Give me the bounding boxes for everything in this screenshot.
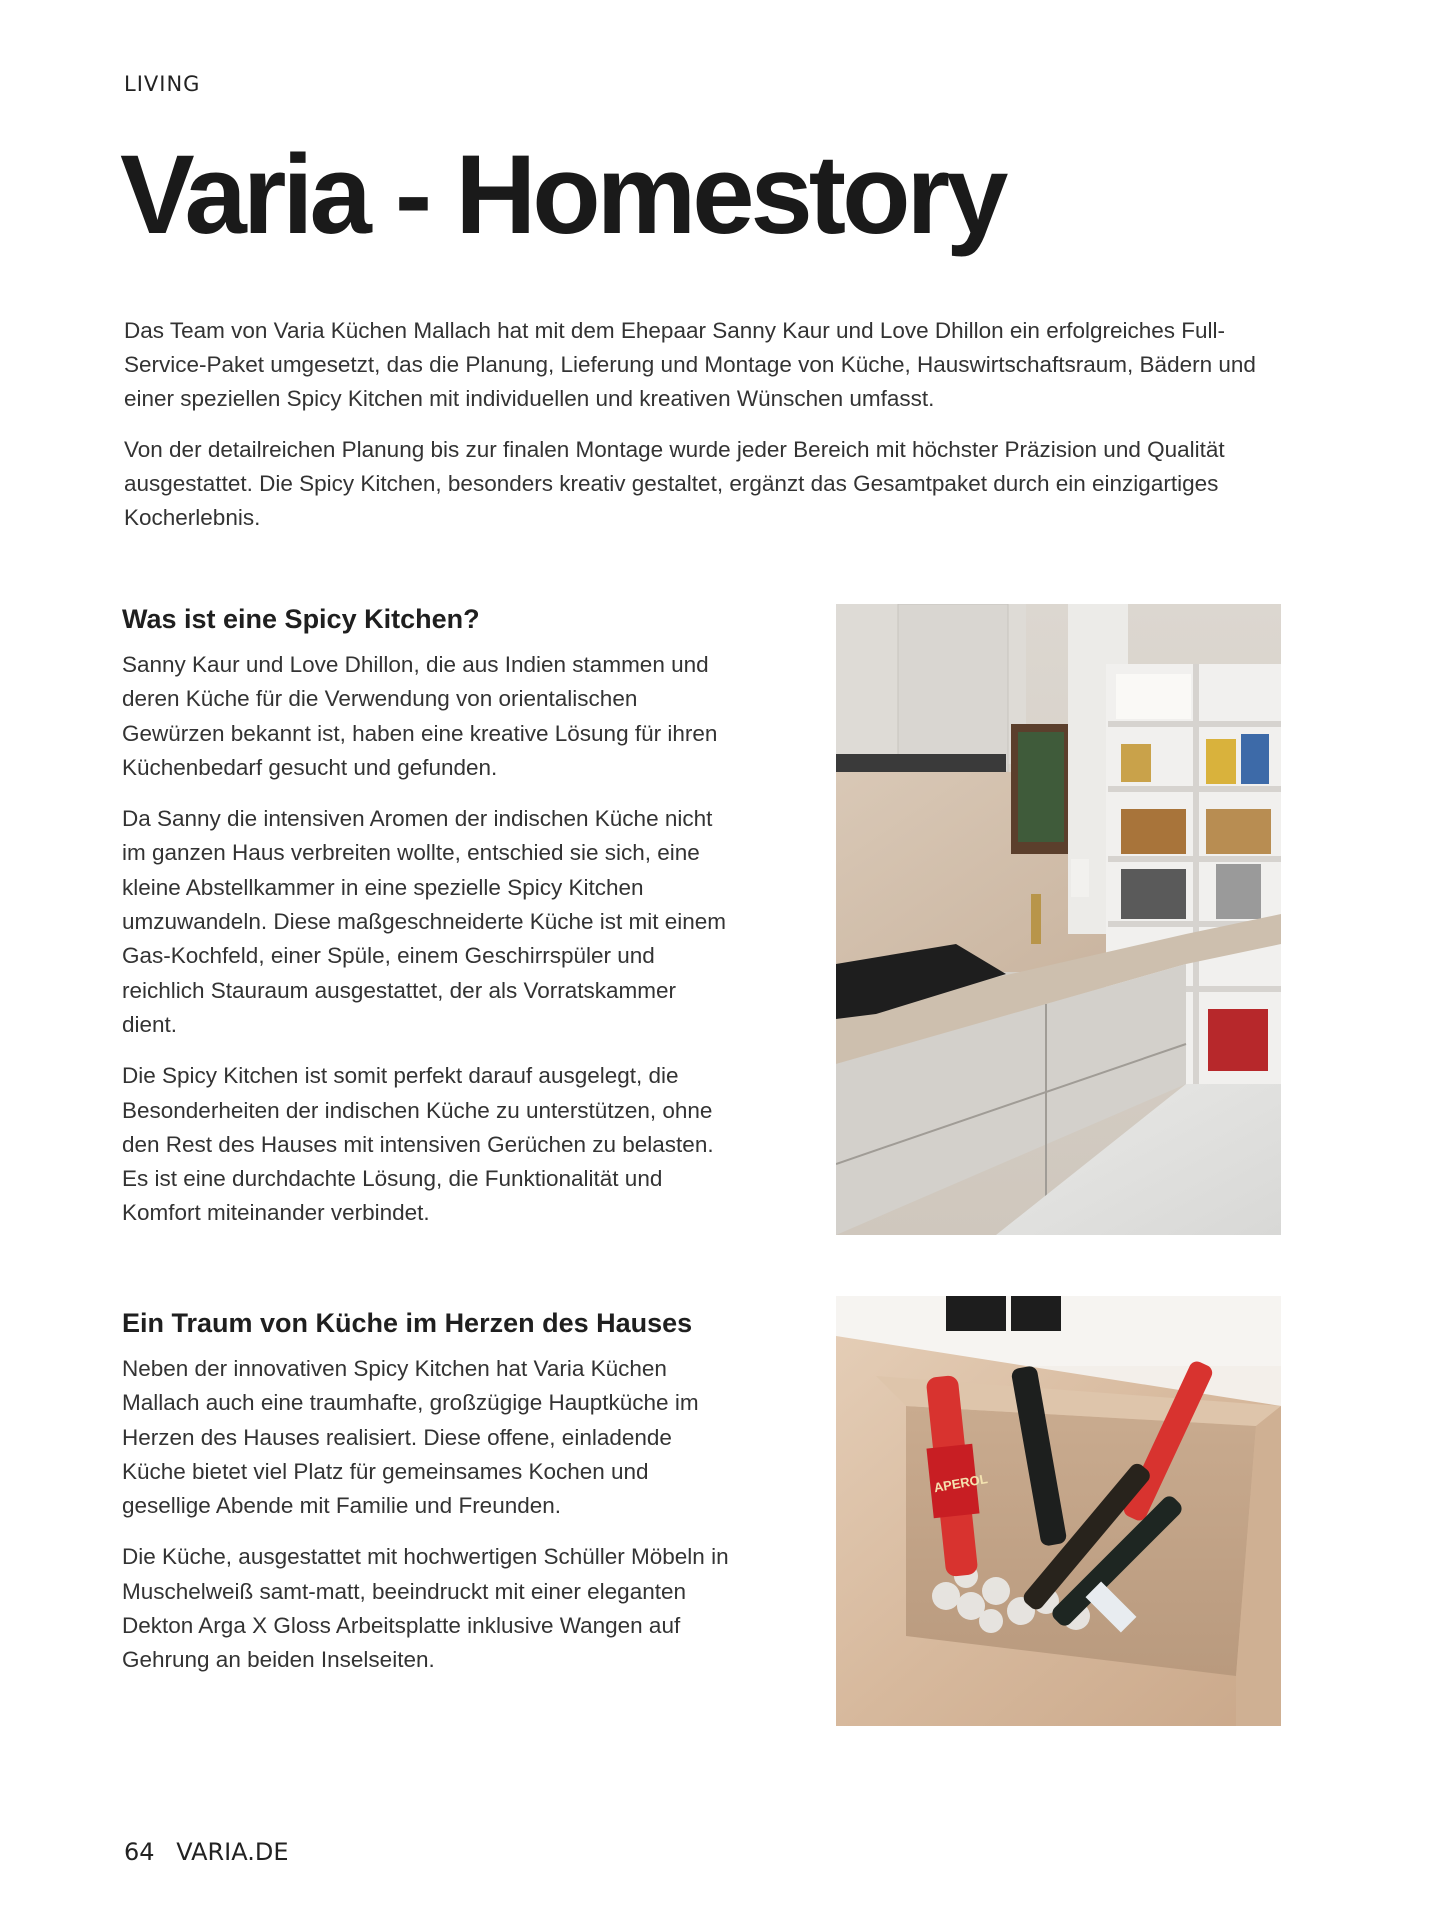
page-title: Varia - Homestory <box>120 132 1005 257</box>
body-paragraph: Die Spicy Kitchen ist somit perfekt darauf ausgelegt, die Besonderheiten der indischen Küche zu unterstützen, ohne den Rest des Hauses mit intensiven Gerüchen zu belasten. Es ist eine durchdachte Lösung, die Funktionalität und Komfort miteinander verbindet. <box>122 1063 714 1226</box>
body-paragraph: Sanny Kaur und Love Dhillon, die aus Indien stammen und deren Küche für die Verwendung von orientalischen Gewürzen bekannt ist, haben eine kreative Lösung für ihren Küchenbedarf gesucht und gefunden. <box>122 652 718 780</box>
main-kitchen-section <box>122 1306 732 1695</box>
page-number: 64 <box>124 1838 155 1866</box>
section-heading: Was ist eine Spicy Kitchen? <box>122 604 480 634</box>
body-paragraph: Neben der innovativen Spicy Kitchen hat Varia Küchen Mallach auch eine traumhafte, großzügige Hauptküche im Herzen des Hauses realisiert. Diese offene, einladende Küche bietet viel Platz für gemeinsames Kochen und gesellige Abende mit Familie und Freunden. <box>122 1356 699 1519</box>
section-heading: Ein Traum von Küche im Herzen des Hauses <box>122 1308 693 1338</box>
intro-paragraph: Von der detailreichen Planung bis zur finalen Montage wurde jeder Bereich mit höchster Präzision und Qualität ausgestattet. Die Spicy Kitchen, besonders kreativ gestaltet, ergänzt das Gesamtpaket durch ein einzigartiges Kocherlebnis. <box>124 437 1225 530</box>
spicy-kitchen-section <box>122 602 732 1248</box>
body-paragraph: Da Sanny die intensiven Aromen der indischen Küche nicht im ganzen Haus verbreiten wollte, entschied sie sich, eine kleine Abstellkammer in eine spezielle Spicy Kitchen umzuwandeln. Diese maßgeschneiderte Küche ist mit einem Gas-Kochfeld, einer Spüle, einem Geschirrspüler und reichlich Stauraum ausgestattet, der als Vorratskammer dient. <box>122 806 727 1037</box>
intro-text <box>124 314 1284 552</box>
section-label: LIVING <box>124 72 201 96</box>
footer-site: VARIA.DE <box>176 1838 289 1866</box>
intro-paragraph: Das Team von Varia Küchen Mallach hat mit dem Ehepaar Sanny Kaur und Love Dhillon ein erfolgreiches Full-Service-Paket umgesetzt, das die Planung, Lieferung und Montage von Küche, Hauswirtschaftsraum, Bädern und einer speziellen Spicy Kitchen mit individuellen und kreativen Wünschen umfasst. <box>124 318 1256 411</box>
drinks-cooler-photo <box>836 1296 1281 1726</box>
aperol-label: APEROL <box>932 1471 989 1496</box>
page-footer <box>124 1838 289 1866</box>
body-paragraph: Die Küche, ausgestattet mit hochwertigen Schüller Möbeln in Muschelweiß samt-matt, beeindruckt mit einer eleganten Dekton Arga X Gloss Arbeitsplatte inklusive Wangen auf Gehrung an beiden Inselseiten. <box>122 1544 729 1673</box>
spicy-kitchen-photo <box>836 604 1281 1235</box>
